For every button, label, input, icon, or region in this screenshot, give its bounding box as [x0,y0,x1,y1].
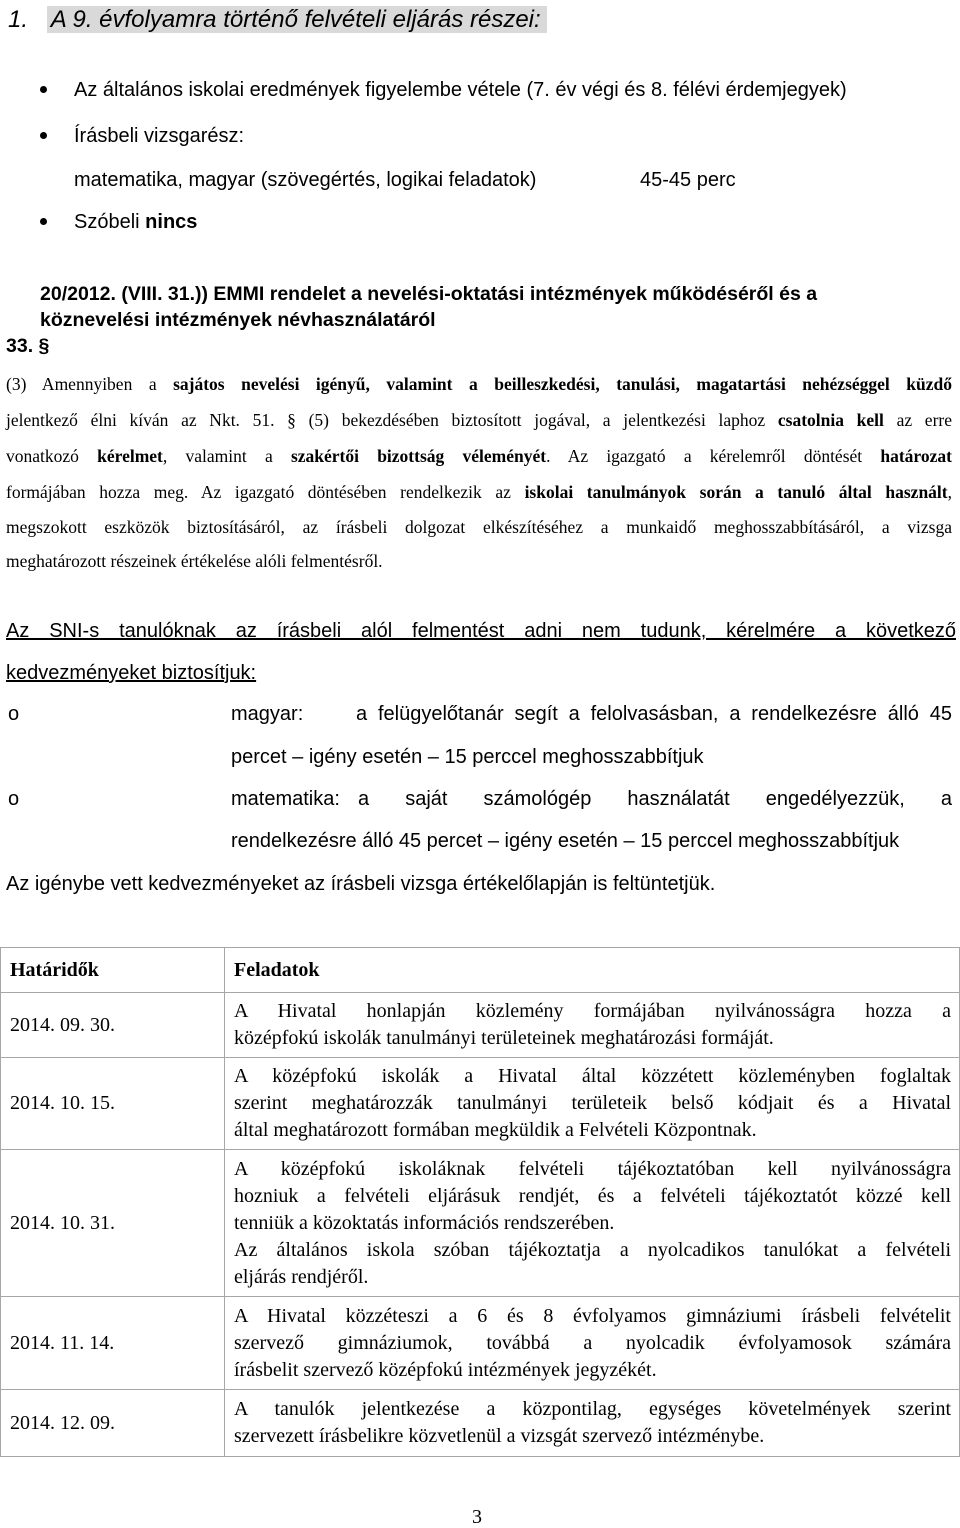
heading-title: A 9. évfolyamra történő felvételi eljárás részei: [47,6,547,33]
bullet-item-written: Írásbeli vizsgarész: [74,125,245,147]
sni-item-text-line1: a felügyelőtanár segít a felolvasásban, a rendelkezésre álló 45 [356,703,952,725]
legal-paragraph-line6: meghatározott részeinek értékelése alóli felmentésről. [6,551,383,571]
legal-paragraph-line3 [6,442,952,470]
page-number: 3 [472,1506,482,1528]
sni-item-text-line2: percet – igény esetén – 15 perccel meghosszabbítjuk [231,746,704,768]
row-date: 2014. 10. 31. [1,1150,225,1297]
paragraph-segment: . Az igazgató a kérelemről döntését [546,446,881,466]
heading-number: 1. [8,6,29,33]
legal-paragraph-line4 [6,478,952,506]
paragraph-segment: csatolnia kell [777,410,884,430]
paragraph-segment: Az igazgató döntésében rendelkezik az [188,482,525,502]
task-line: A Hivatal honlapján közlemény formájában nyilvánosságra hozza a [234,1000,951,1022]
written-subjects: matematika, magyar (szövegértés, logikai feladatok) [74,169,537,191]
oral-value: nincs [145,211,198,233]
sni-item-subject: magyar: [231,703,304,725]
bullet-dot [40,132,47,139]
legal-paragraph-line5: megszokott eszközök biztosításáról, az írásbeli dolgozat elkészítéséhez a munkaidő meghosszabbításáról, a vizsga [6,517,952,537]
task-line: középfokú iskolák tanulmányi területeinek meghatározási formáját. [234,1027,774,1049]
row-date: 2014. 10. 15. [1,1058,225,1150]
sni-note: Az igénybe vett kedvezményeket az írásbeli vizsga értékelőlapján is feltüntetjük. [6,873,716,895]
written-duration: 45-45 perc [640,169,736,191]
bullet-item-oral [74,209,197,235]
row-task [225,993,960,1058]
sni-item-text-line2: rendelkezésre álló 45 percet – igény esetén – 15 perccel meghosszabbítjuk [231,830,900,852]
table-row [1,993,960,1058]
paragraph-segment: sajátos nevelési igényű, valamint a beilleszkedési, tanulási, magatartási nehézséggel küzdő [173,374,952,394]
task-line: hozniuk a felvételi eljárásuk rendjét, és a felvételi tájékoztatót közzé kell [234,1184,951,1207]
paragraph-segment: kérelmet [97,446,163,466]
table-row [1,1150,960,1297]
sni-item-subject: matematika: [231,788,340,810]
sni-heading-line2: kedvezményeket biztosítjuk: [6,662,257,684]
task-line: Az általános iskola szóban tájékoztatja a nyolcadikos tanulókat a felvételi [234,1238,951,1261]
deadlines-table [0,947,960,1457]
sni-item-marker: o [8,788,20,810]
sni-item-text-line1: a saját számológép használatát engedélyezzük, a [358,788,952,810]
legal-paragraph-line1 [6,370,952,398]
row-date: 2014. 12. 09. [1,1390,225,1457]
decree-title-line2: köznevelési intézmények névhasználatáról [40,309,436,331]
task-line: A középfokú iskolák a Hivatal által közzétett közleményben foglaltak [234,1065,951,1087]
task-line: A Hivatal közzéteszi a 6 és 8 évfolyamos gimnáziumi írásbeli felvételit [234,1304,951,1327]
paragraph-segment: formájában hozza meg. [6,482,189,502]
paragraph-segment: jelentkező élni kíván az Nkt. 51. § (5) bekezdésében biztosított jogával, a jelentkezési laphoz [6,410,778,430]
row-date: 2014. 11. 14. [1,1297,225,1390]
sni-item-marker: o [8,703,20,725]
row-date: 2014. 09. 30. [1,993,225,1058]
row-task [225,1058,960,1150]
table-row [1,1297,960,1390]
task-line: írásbelit szervező középfokú intézmények jegyzékét. [234,1358,657,1381]
task-line: eljárás rendjéről. [234,1265,369,1288]
task-line: tenniük a közoktatás információs rendszerében. [234,1211,615,1234]
legal-paragraph-line2 [6,406,952,434]
table-row [1,1390,960,1457]
paragraph-segment: iskolai tanulmányok során a tanuló által használt [524,482,948,502]
bullet-item-grades: Az általános iskolai eredmények figyelembe vétele (7. év végi és 8. félévi érdemjegyek) [74,79,847,101]
paragraph-segment: , valamint a [162,446,291,466]
paragraph-segment: szakértői bizottság véleményét [290,446,547,466]
header-deadlines: Határidők [1,948,225,993]
task-line: szervezett írásbelikre közvetlenül a vizsgát szervező intézménybe. [234,1425,765,1447]
task-line: szerint meghatározzák tanulmányi területeik belső kódjait és a Hivatal [234,1092,951,1114]
row-task [225,1390,960,1457]
header-tasks: Feladatok [225,948,960,993]
task-line: A középfokú iskoláknak felvételi tájékoztatóban kell nyilvánosságra [234,1157,951,1180]
bullet-dot [40,218,47,225]
paragraph-segment: határozat [880,446,952,466]
row-task [225,1150,960,1297]
paragraph-segment: (3) Amennyiben a [6,374,174,394]
task-line: szervező gimnáziumok, továbbá a nyolcadik évfolyamosok számára [234,1331,951,1354]
paragraph-segment: vonatkozó [6,446,98,466]
bullet-dot [40,86,47,93]
task-line: A tanulók jelentkezése a központilag, egységes követelmények szerint [234,1398,951,1420]
decree-section: 33. § [6,335,50,357]
sni-heading-line1: Az SNI-s tanulóknak az írásbeli alól felmentést adni nem tudunk, kérelmére a következő [6,620,956,642]
table-row [1,1058,960,1150]
oral-label: Szóbeli [74,211,140,233]
decree-title-line1: 20/2012. (VIII. 31.)) EMMI rendelet a nevelési-oktatási intézmények működéséről és a [40,283,818,305]
paragraph-segment: , [947,482,952,502]
row-task [225,1297,960,1390]
table-header-row [1,948,960,993]
task-line: által meghatározott formában megküldik a Felvételi Központnak. [234,1119,757,1141]
paragraph-segment: az erre [883,410,953,430]
section-heading [8,4,547,36]
